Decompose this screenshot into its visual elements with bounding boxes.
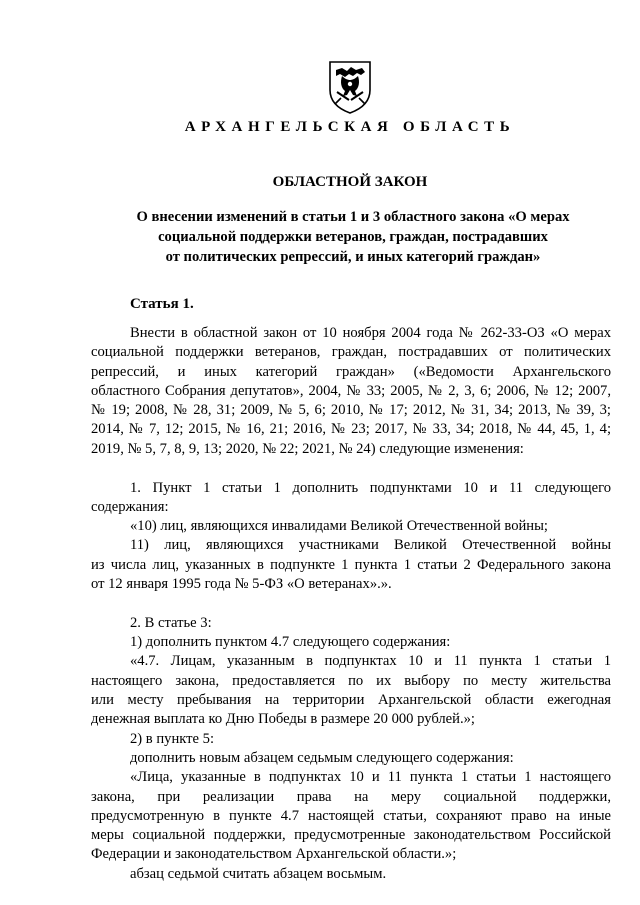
- region-name: АРХАНГЕЛЬСКАЯ ОБЛАСТЬ: [184, 119, 516, 135]
- paragraph-line: областного Собрания депутатов», 2004, № 33; 2005, № 2, 3, 6; 2006, № 12; 2007,: [91, 382, 611, 399]
- paragraph-line: закона, при реализации права на меру социальной поддержки,: [91, 788, 611, 805]
- article-body: [91, 324, 611, 884]
- paragraph-line: от 12 января 1995 года № 5-ФЗ «О ветеранах».».: [91, 576, 392, 593]
- paragraph-line: дополнить новым абзацем седьмым следующего содержания:: [130, 749, 514, 766]
- paragraph: [91, 633, 611, 652]
- paragraph: [91, 652, 611, 729]
- paragraph-line: из числа лиц, указанных в подпункте 1 пункта 1 статьи 2 Федерального закона: [91, 556, 611, 573]
- paragraph: [91, 479, 611, 518]
- paragraph-line: 11) лиц, являющихся участниками Великой Отечественной войны: [130, 537, 611, 554]
- law-title-line: от политических репрессий, и иных категорий граждан»: [165, 249, 541, 265]
- paragraph-line: репрессий, и иных категорий граждан» («Ведомости Архангельского: [91, 363, 611, 380]
- paragraph-line: 2. В статье 3:: [130, 614, 212, 631]
- paragraph-line: 2014, № 7, 12; 2015, № 16, 21; 2016, № 23; 2017, № 33, 34; 2018, № 44, 45, 1, 4;: [91, 421, 611, 438]
- paragraph: [91, 517, 611, 536]
- law-title: [118, 207, 588, 267]
- paragraph-line: 2019, № 5, 7, 8, 9, 13; 2020, № 22; 2021, № 24) следующие изменения:: [91, 440, 524, 457]
- paragraph-line: денежная выплата ко Дню Победы в размере 20 000 рублей.»;: [91, 711, 475, 728]
- paragraph-line: Федерации и законодательством Архангельской области.»;: [91, 846, 457, 863]
- paragraph-line: меры социальной поддержки, предусмотренные законодательством Российской: [91, 827, 611, 844]
- paragraph: [91, 536, 611, 594]
- paragraph-line: «10) лиц, являющихся инвалидами Великой Отечественной войны;: [130, 518, 548, 535]
- paragraph: [91, 865, 611, 884]
- coat-of-arms-emblem: [327, 60, 373, 114]
- paragraph: [91, 768, 611, 864]
- paragraph: [91, 614, 611, 633]
- paragraph-line: 2) в пункте 5:: [130, 730, 215, 747]
- paragraph-line: предусмотренную в пункте 4.7 настоящей статьи, сохраняют право на иные: [91, 807, 611, 824]
- paragraph: [91, 749, 611, 768]
- paragraph-line: социальной поддержки ветеранов, граждан, пострадавших от политических: [91, 344, 611, 361]
- paragraph-line: содержания:: [91, 498, 169, 515]
- paragraph-line: Внести в областной закон от 10 ноября 2004 года № 262-33-ОЗ «О мерах: [130, 325, 611, 341]
- paragraph-line: 1) дополнить пунктом 4.7 следующего содержания:: [130, 634, 451, 651]
- paragraph: [91, 730, 611, 749]
- law-type: ОБЛАСТНОЙ ЗАКОН: [272, 174, 428, 190]
- paragraph-line: «Лица, указанные в подпунктах 10 и 11 пункта 1 статьи 1 настоящего: [130, 769, 611, 786]
- law-title-line: О внесении изменений в статьи 1 и 3 областного закона «О мерах: [136, 209, 570, 225]
- article-heading: Статья 1.: [130, 296, 194, 312]
- paragraph-line: или месту пребывания на территории Архангельской области ежегодная: [91, 692, 611, 709]
- paragraph-line: настоящего закона, предоставляется по их выбору по месту жительства: [91, 672, 611, 689]
- law-title-line: социальной поддержки ветеранов, граждан, пострадавших: [158, 229, 548, 245]
- paragraph-line: абзац седьмой считать абзацем восьмым.: [130, 865, 387, 882]
- paragraph-line: № 19; 2008, № 28, 31; 2009, № 5, 6; 2010, № 17; 2012, № 31, 34; 2013, № 39, 3;: [91, 402, 611, 419]
- paragraph-line: 1. Пункт 1 статьи 1 дополнить подпунктами 10 и 11 следующего: [130, 479, 611, 496]
- paragraph: [91, 324, 611, 459]
- paragraph-line: «4.7. Лицам, указанным в подпунктах 10 и 11 пункта 1 статьи 1: [130, 653, 611, 670]
